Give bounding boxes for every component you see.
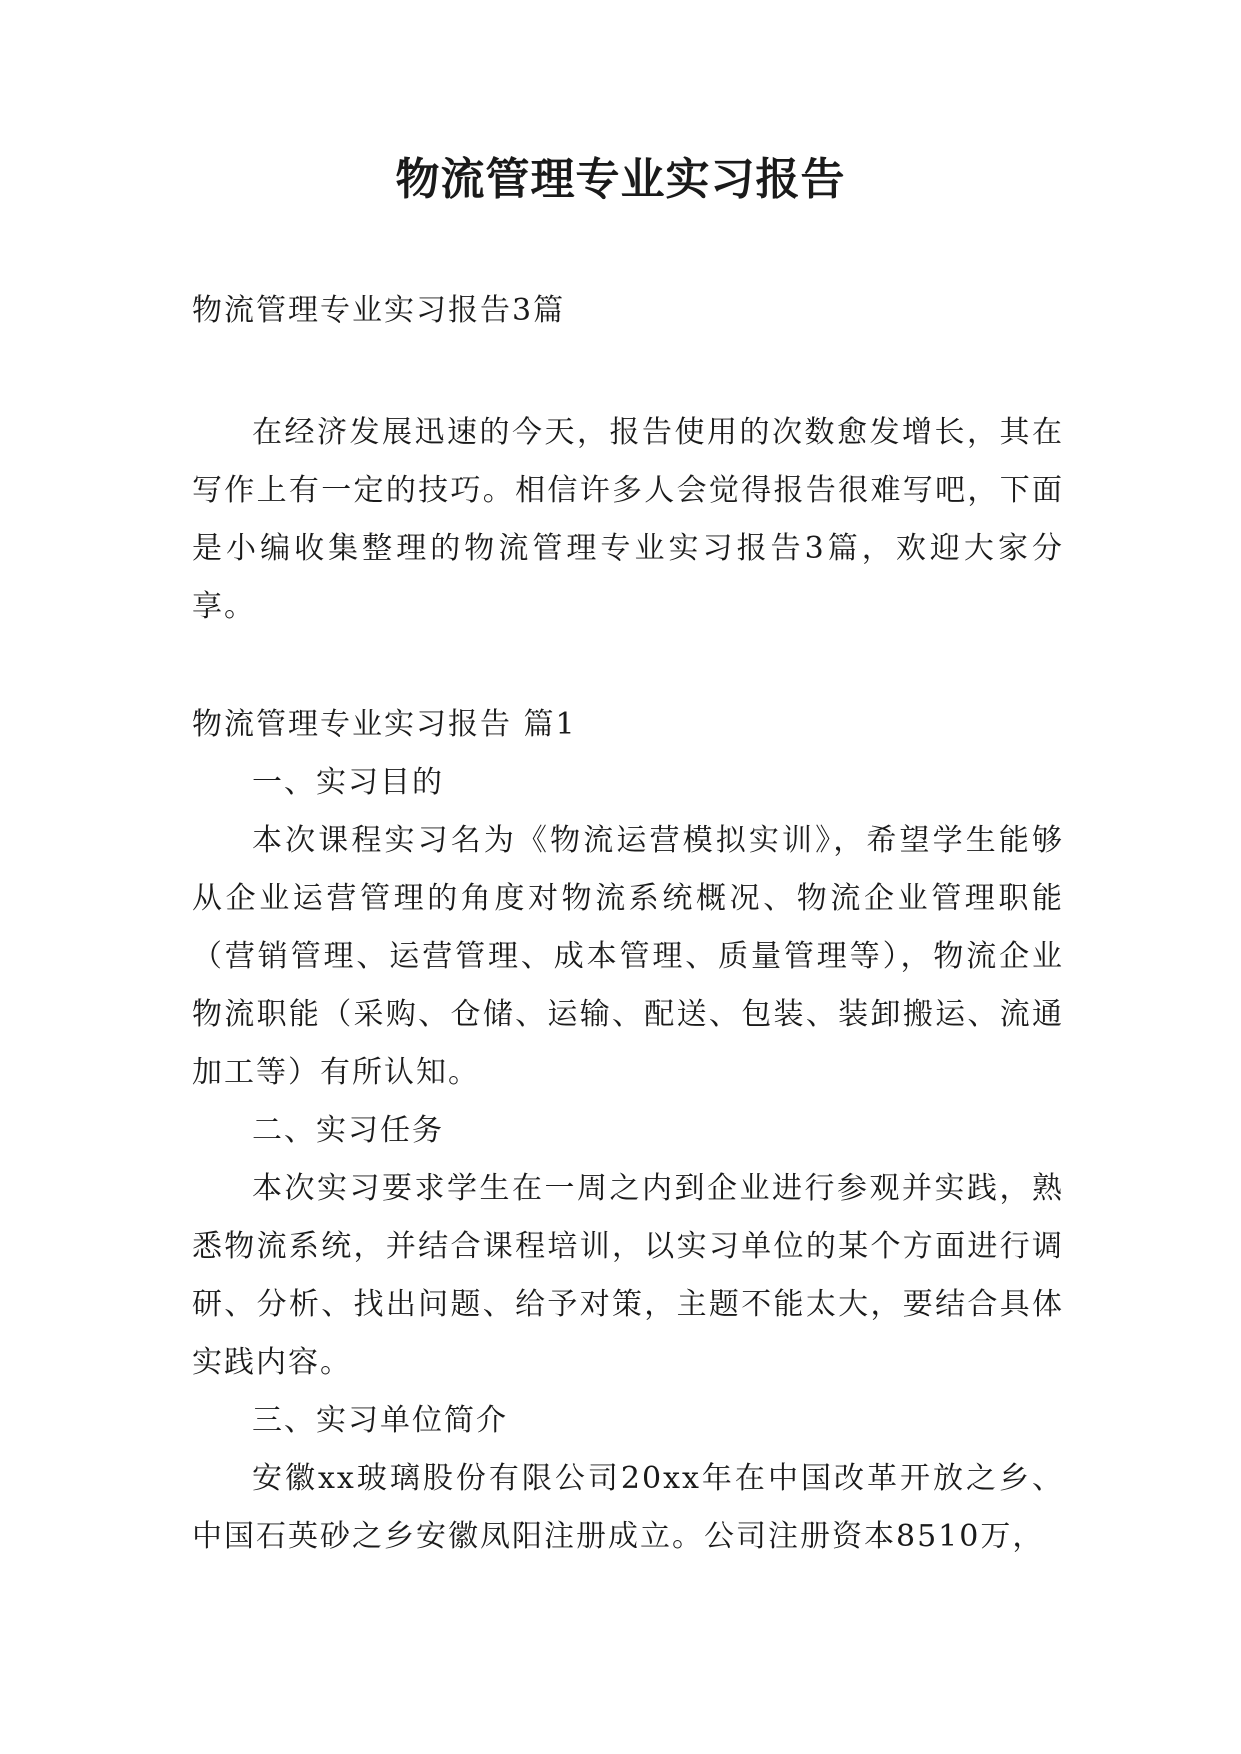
document-title: 物流管理专业实习报告: [395, 154, 846, 205]
heading-tasks: 二、实习任务: [252, 1113, 444, 1148]
heading-company: 三、实习单位简介: [252, 1403, 508, 1438]
paragraph-tasks: 本次实习要求学生在一周之内到企业进行参观并实践，熟悉物流系统，并结合课程培训，以实习单位的某个方面进行调研、分析、找出问题、给予对策，主题不能太大，要结合具体实践内容。: [192, 1171, 1064, 1380]
document-subtitle: 物流管理专业实习报告3篇: [192, 293, 566, 328]
document-body: [192, 282, 1064, 1566]
paragraph-purpose: 本次课程实习名为《物流运营模拟实训》，希望学生能够从企业运营管理的角度对物流系统概况、物流企业管理职能（营销管理、运营管理、成本管理、质量管理等），物流企业物流职能（采购、仓储、运输、配送、包装、装卸搬运、流通加工等）有所认知。: [192, 823, 1064, 1090]
heading-purpose: 一、实习目的: [252, 765, 444, 800]
intro-paragraph: 在经济发展迅速的今天，报告使用的次数愈发增长，其在写作上有一定的技巧。相信许多人会觉得报告很难写吧，下面是小编收集整理的物流管理专业实习报告3篇，欢迎大家分享。: [192, 415, 1064, 624]
paragraph-company: 安徽xx玻璃股份有限公司20xx年在中国改革开放之乡、中国石英砂之乡安徽凤阳注册成立。公司注册资本8510万，: [192, 1461, 1064, 1554]
section-heading: 物流管理专业实习报告 篇1: [192, 707, 577, 742]
